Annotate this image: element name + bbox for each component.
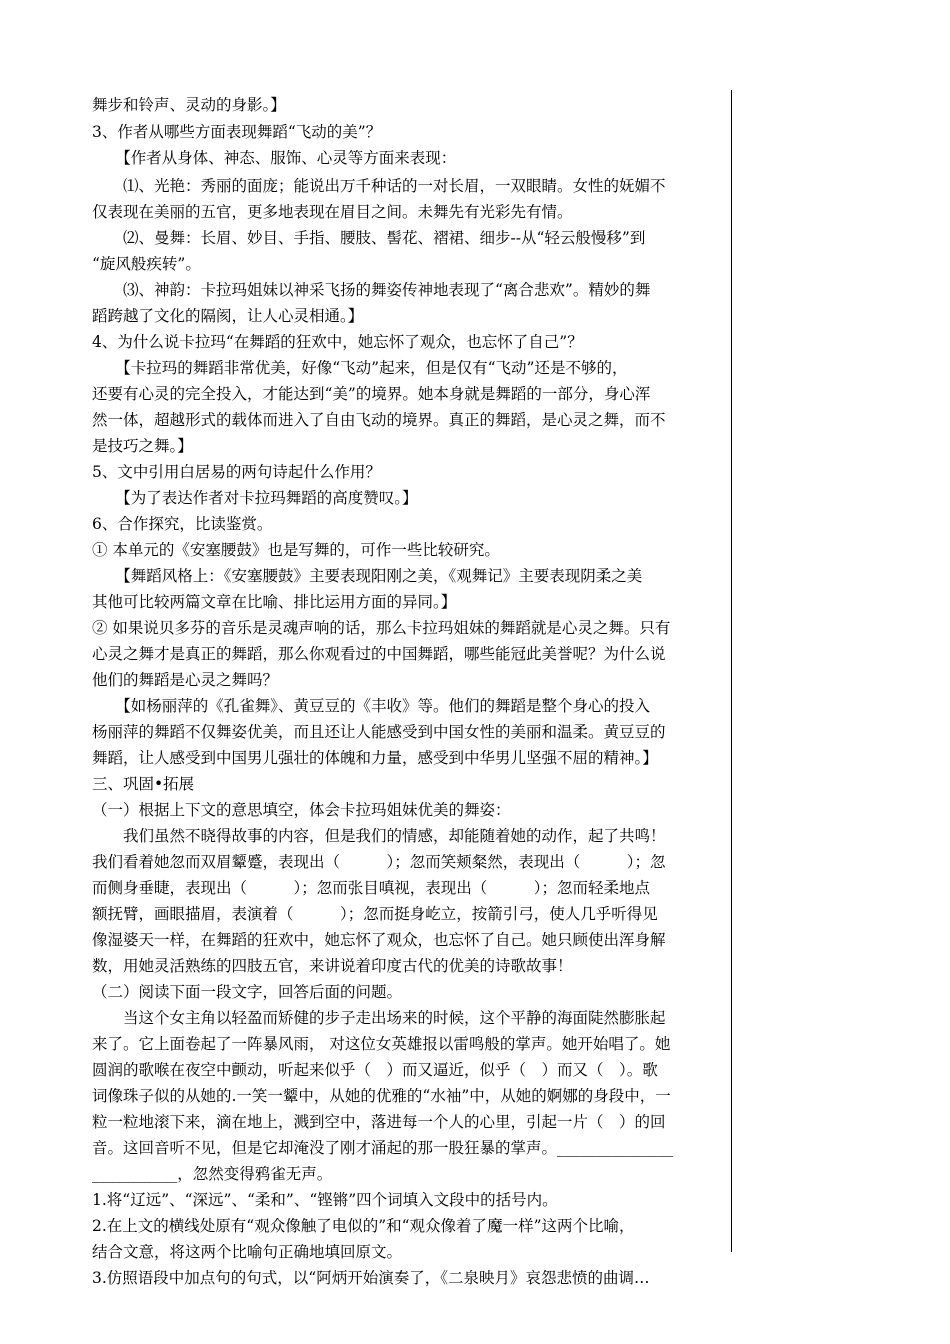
text-line: ⑶、神韵：卡拉玛姐妹以神采飞扬的舞姿传神地表现了“离合悲欢”。精妙的舞 [92, 281, 651, 299]
text-line: 心灵之舞才是真正的舞蹈，那么你观看过的中国舞蹈，哪些能冠此美誉呢？为什么说 [92, 645, 666, 663]
text-line: 额抚臂，画眼描眉，表演着（ ）；忽而挺身屹立，按箭引弓，使人几乎听得见 [92, 905, 658, 923]
text-line: 仅表现在美丽的五官，更多地表现在眉目之间。未舞先有光彩先有情。 [92, 203, 573, 221]
text-line: 杨丽萍的舞蹈不仅舞姿优美，而且还让人能感受到中国女性的美丽和温柔。黄豆豆的 [92, 723, 666, 741]
text-line: 我们虽然不晓得故事的内容，但是我们的情感，却能随着她的动作，起了共鸣！ [92, 827, 666, 845]
text-line: 5、文中引用白居易的两句诗起什么作用？ [92, 463, 381, 481]
text-line: 【如杨丽萍的《孔雀舞》、黄豆豆的《丰收》等。他们的舞蹈是整个身心的投入 [92, 697, 651, 715]
text-line: （二）阅读下面一段文字，回答后面的问题。 [92, 983, 403, 1001]
text-line: （一）根据上下文的意思填空，体会卡拉玛姐妹优美的舞姿： [92, 801, 511, 819]
text-line: ① 本单元的《安塞腰鼓》也是写舞的，可作一些比较研究。 [92, 541, 500, 559]
text-line: 舞步和铃声、灵动的身影。】 [92, 96, 286, 114]
text-line: 当这个女主角以轻盈而矫健的步子走出场来的时候，这个平静的海面陡然膨胀起 [92, 1009, 666, 1027]
text-line: 舞蹈，让人感受到中国男儿强壮的体魄和力量，感受到中华男儿坚强不屈的精神。】 [92, 749, 658, 767]
text-line: ⑴、光艳：秀丽的面庞；能说出万千种话的一对长眉，一双眼睛。女性的妩媚不 [92, 177, 666, 195]
text-line: 是技巧之舞。】 [92, 437, 193, 455]
text-line: 【卡拉玛的舞蹈非常优美，好像“飞动”起来，但是仅有“飞动”还是不够的， [92, 359, 628, 377]
text-line: 而侧身垂睫，表现出（ ）；忽而张目嗔视，表现出（ ）；忽而轻柔地点 [92, 879, 651, 897]
text-line: ___________，忽然变得鸦雀无声。 [92, 1165, 333, 1183]
text-line: 3.仿照语段中加点句的句式，以“阿炳开始演奏了，《二泉映月》哀怨悲愤的曲调… [92, 1269, 650, 1287]
right-margin-rule [731, 90, 732, 1252]
text-line: 4、为什么说卡拉玛“在舞蹈的狂欢中，她忘怀了观众，也忘怀了自己”？ [92, 333, 583, 351]
text-line: 结合文意，将这两个比喻句正确地填回原文。 [92, 1243, 403, 1261]
text-line: 【作者从身体、神态、服饰、心灵等方面来表现： [92, 149, 457, 167]
text-line: 6、合作探究，比读鉴赏。 [92, 515, 273, 533]
text-line: ⑵、曼舞：长眉、妙目、手指、腰肢、髻花、褶裙、细步--从“轻云般慢移”到 [92, 229, 646, 247]
text-line: 他们的舞蹈是心灵之舞吗？ [92, 671, 279, 689]
text-line: 三、巩固•拓展 [92, 775, 195, 793]
text-line: 1.将“辽远”、“深远”、“柔和”、“铿锵”四个词填入文段中的括号内。 [92, 1191, 558, 1209]
text-line: 粒一粒地滚下来，滴在地上，溅到空中，落进每一个人的心里，引起一片（ ）的回 [92, 1113, 666, 1131]
text-line: 【为了表达作者对卡拉玛舞蹈的高度赞叹。】 [92, 489, 418, 507]
text-line: ② 如果说贝多芬的音乐是灵魂声响的话，那么卡拉玛姐妹的舞蹈就是心灵之舞。只有 [92, 619, 671, 637]
text-line: 3、作者从哪些方面表现舞蹈“飞动的美”？ [92, 123, 382, 141]
text-line: 【舞蹈风格上：《安塞腰鼓》主要表现阳刚之美，《观舞记》主要表现阴柔之美 [92, 567, 643, 585]
text-line: 词像珠子似的从她的.一笑一颦中，从她的优雅的“水袖”中，从她的婀娜的身段中，一 [92, 1087, 671, 1105]
text-line: 我们看着她忽而双眉颦蹙，表现出（ ）；忽而笑颊粲然，表现出（ ）；忽 [92, 853, 666, 871]
text-line: 圆润的歌喉在夜空中颤动，听起来似乎（ ）而又逼近，似乎（ ）而又（ ）。歌 [92, 1061, 658, 1079]
text-line: 音。这回音听不见，但是它却淹没了刚才涌起的那一股狂暴的掌声。_______________ [92, 1139, 674, 1157]
text-line: “旋风般疾转”。 [92, 255, 201, 273]
text-line: 像湿婆天一样，在舞蹈的狂欢中，她忘怀了观众，也忘怀了自己。她只顾使出浑身解 [92, 931, 666, 949]
text-line: 其他可比较两篇文章在比喻、排比运用方面的异同。】 [92, 593, 457, 611]
text-line: 还要有心灵的完全投入，才能达到“美”的境界。她本身就是舞蹈的一部分，身心浑 [92, 385, 651, 403]
text-line: 然一体，超越形式的载体而进入了自由飞动的境界。真正的舞蹈，是心灵之舞，而不 [92, 411, 666, 429]
text-line: 蹈跨越了文化的隔阂，让人心灵相通。】 [92, 307, 364, 325]
text-line: 来了。它上面卷起了一阵暴风雨， 对这位女英雄报以雷鸣般的掌声。她开始唱了。她 [92, 1035, 671, 1053]
text-line: 2.在上文的横线处原有“观众像触了电似的”和“观众像着了魔一样”这两个比喻， [92, 1217, 635, 1235]
text-line: 数，用她灵活熟练的四肢五官，来讲说着印度古代的优美的诗歌故事！ [92, 957, 573, 975]
